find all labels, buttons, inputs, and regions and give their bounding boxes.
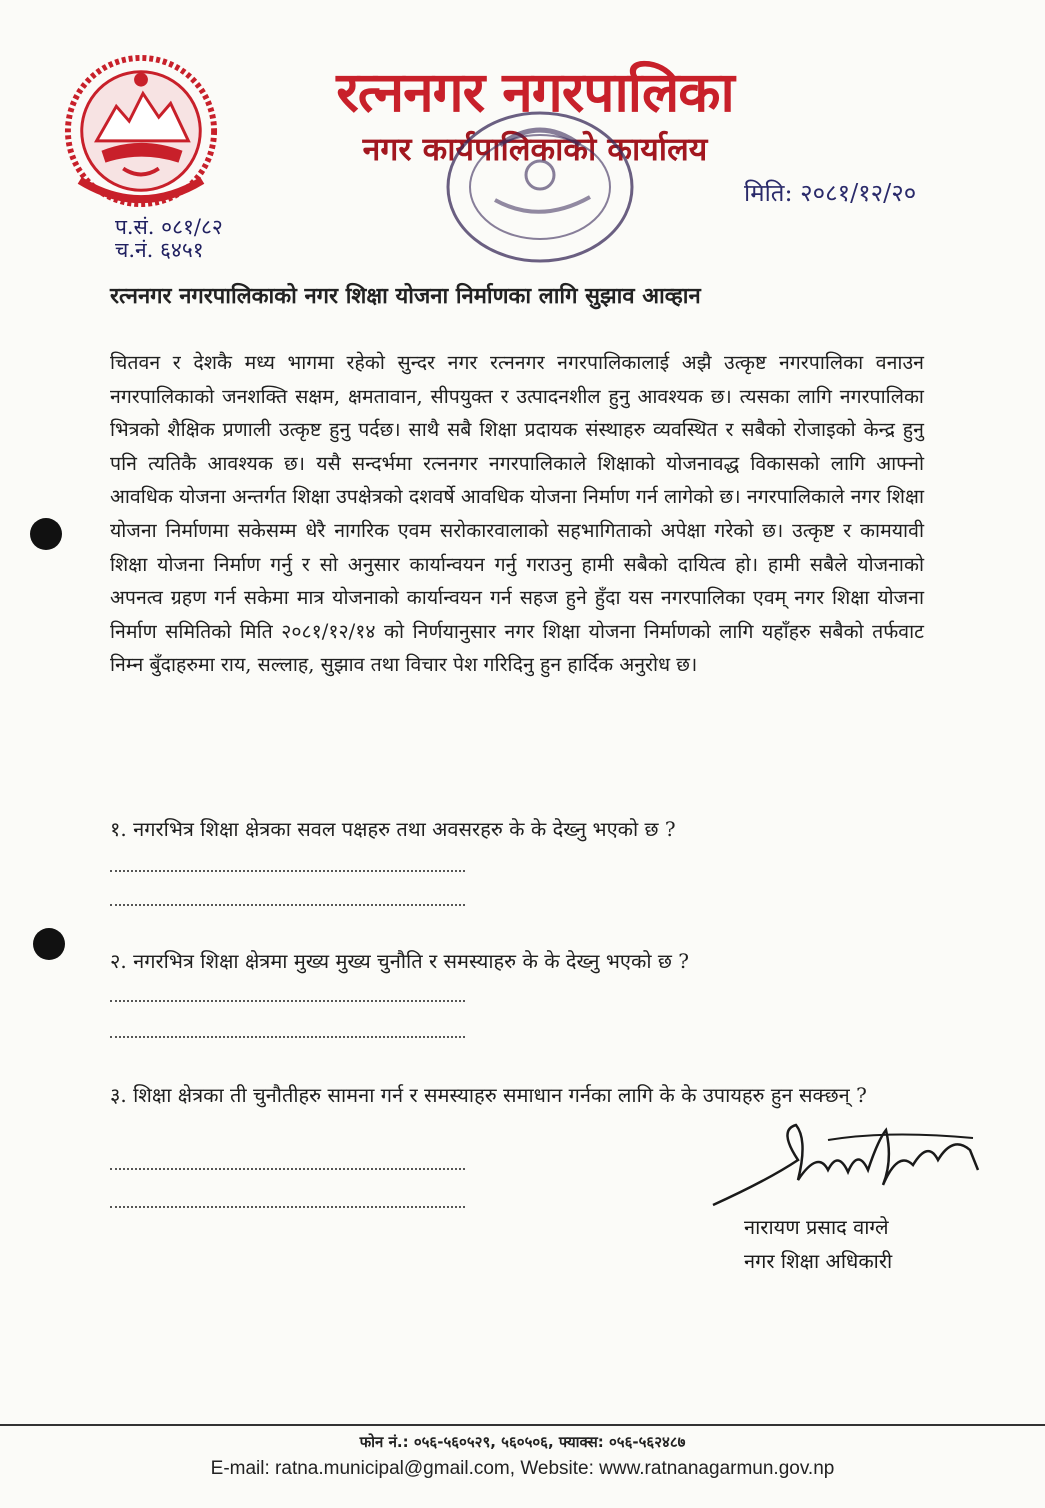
footer-phone: फोन नं.: ०५६-५६०५२९, ५६०५०६, फ्याक्स: ०५६-५६२४८७ (359, 1433, 686, 1451)
letter-subject: रत्ननगर नगरपालिकाको नगर शिक्षा योजना निर्माणका लागि सुझाव आव्हान (110, 284, 701, 309)
signatory-name: नारायण प्रसाद वाग्ले (744, 1215, 889, 1239)
answer-line (110, 904, 465, 906)
office-subtitle: नगर कार्यपालिकाको कार्यालय (362, 130, 708, 168)
question-1: १. नगरभित्र शिक्षा क्षेत्रका सवल पक्षहरु तथा अवसरहरु के के देख्नु भएको छ ? (110, 817, 676, 841)
nepal-emblem-icon (62, 52, 220, 210)
footer-contact: E-mail: ratna.municipal@gmail.com, Website: www.ratnanagarmun.gov.np (210, 1458, 835, 1479)
question-3: ३. शिक्षा क्षेत्रका ती चुनौतीहरु सामना गर्न र समस्याहरु समाधान गर्नका लागि के के उपायहरु हुन सक्छन् ? (110, 1083, 867, 1107)
punch-hole (33, 928, 65, 960)
footer-divider (0, 1424, 1045, 1426)
answer-line (110, 1036, 465, 1038)
letter-body: चितवन र देशकै मध्य भागमा रहेको सुन्दर नगर रत्ननगर नगरपालिकालाई अझै उत्कृष्ट नगरपालिका वनाउन नगरपालिकाको जनशक्ति सक्षम, क्षमतावान, सीपयुक्त र उत्पादनशील हुनु आवश्यक छ। त्यसका लागि नगरपालिका भित्रको शैक्षिक प्रणाली उत्कृष्ट हुनु पर्दछ। साथै सबै शिक्षा प्रदायक संस्थाहरु व्यवस्थित र सबैको रोजाइको केन्द्र हुनु पनि त्यतिकै आवश्यक छ। यसै सन्दर्भमा रत्ननगर नगरपालिकाले शिक्षाको योजनावद्ध विकासको लागि आफ्नो आवधिक योजना अन्तर्गत शिक्षा उपक्षेत्रको दशवर्षे आवधिक योजना निर्माण गर्न लागेको छ। नगरपालिकाले नगर शिक्षा योजना निर्माणमा सकेसम्म धेरै नागरिक एवम सरोकारवालाको सहभागिताको अपेक्षा गरेको छ। उत्कृष्ट र कामयावी शिक्षा योजना निर्माण गर्नु र सो अनुसार कार्यान्वयन गर्नु गराउनु हामी सबैको दायित्व हो। हामी सबैले योजनाको अपनत्व ग्रहण गर्न सकेमा मात्र योजनाको कार्यान्वयन गर्न सहज हुने हुँदा यस नगरपालिका एवम् नगर शिक्षा योजना निर्माण समितिको मिति २०८१/१२/१४ को निर्णयानुसार नगर शिक्षा योजना निर्माणको लागि यहाँहरु सबैको तर्फवाट निम्न बुँदाहरुमा राय, सल्लाह, सुझाव तथा विचार पेश गरिदिनु हुन हार्दिक अनुरोध छ। (110, 351, 924, 677)
dispatch-number: च.नं. ६४५१ (115, 238, 204, 262)
signatory-title: नगर शिक्षा अधिकारी (744, 1249, 893, 1273)
question-2: २. नगरभित्र शिक्षा क्षेत्रमा मुख्य मुख्य चुनौति र समस्याहरु के के देख्नु भएको छ ? (110, 949, 689, 973)
answer-line (110, 1000, 465, 1002)
letter-date: मिति: २०८१/१२/२० (744, 179, 917, 207)
office-stamp-icon (440, 105, 640, 270)
signature-icon (708, 1110, 988, 1220)
answer-line (110, 870, 465, 872)
answer-line (110, 1206, 465, 1208)
letter-reference-number: प.सं. ०८१/८२ (115, 215, 223, 239)
punch-hole (30, 518, 62, 550)
municipality-title: रत्ननगर नगरपालिका (336, 60, 734, 124)
answer-line (110, 1168, 465, 1170)
